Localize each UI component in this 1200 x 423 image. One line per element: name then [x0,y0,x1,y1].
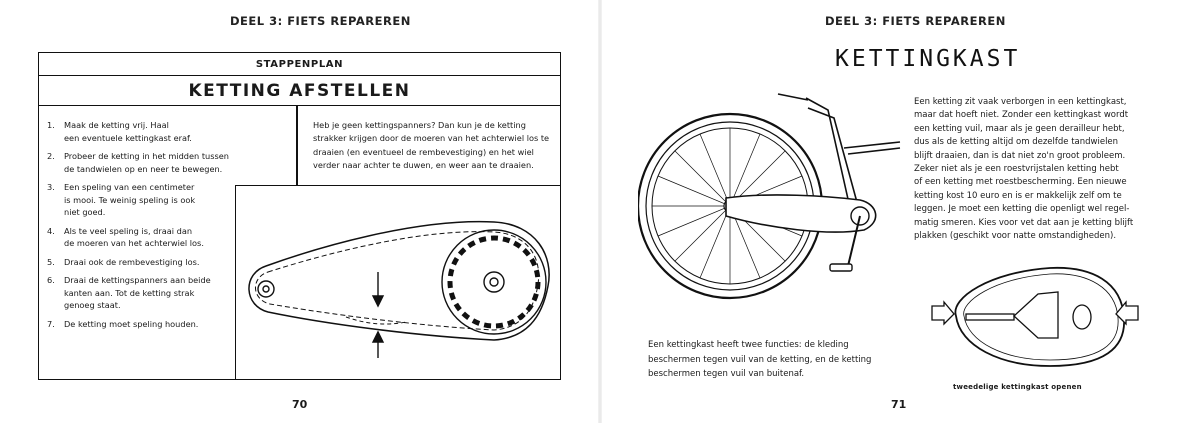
bicycle-illustration [638,88,908,328]
chain-slack-line [346,317,406,324]
bike-frame [778,94,900,208]
body-text: Een ketting zit vaak verborgen in een kettingkast, maar dat hoeft niet. Zonder een kettingkast wordt een ketting vuil, maar als je geen derailleur hebt, dus als de ketting altijd om dezelfde tandwielen blijft draaien, dan is dat niet zo'n groot probleem. Zeker niet als je een roestvrijstalen ketting hebt of een ketting met roestbescherming. Een nieuwe ketting kost 10 euro en is er makkelijk zelf om te leggen. Je moet een ketting die openligt wel regel- matig smeren. Kies voor vet dat aan je ketting blijft plakken (geschikt voor natte omstandigheden). [914,97,1134,242]
chain-case-open-illustration [930,262,1140,378]
step-plan-label: STAPPENPLAN [39,53,560,76]
step-item [47,318,237,331]
step-number: 4. [47,225,55,236]
step-plan-box [38,52,561,380]
step-text: De ketting moet speling houden. [64,318,199,329]
step-item [47,274,237,312]
side-note: Heb je geen kettingspanners? Dan kun je de ketting strakker krijgen door de moeren van het achterwiel los te draaien (en eventueel de rembevestiging) en het wiel verder naar achter te duwen, en weer aan te draaien. [313,120,550,170]
step-text: Een speling van een centimeter is mooi. Te weinig speling is ook niet goed. [64,182,196,217]
step-number: 3. [47,182,55,192]
step-text: Draai de kettingspanners aan beide kanten aan. Tot de ketting strak genoeg staat. [64,275,211,310]
step-text: Probeer de ketting in het midden tussen de tandwielen op en neer te bewegen. [64,151,229,174]
step-item [47,225,237,250]
step-number: 2. [47,151,55,161]
step-number: 6. [47,275,55,285]
chain-sprocket-illustration [236,186,558,378]
running-head-right: DEEL 3: FIETS REPAREREN [825,14,1006,28]
step-text: Als te veel speling is, draai dan de moeren van het achterwiel los. [64,225,204,248]
step-item [47,256,237,269]
case-caption: tweedelige kettingkast openen [953,383,1082,391]
page-number-right: 71 [891,398,907,411]
step-text: Draai ook de rembevestiging los. [64,256,200,267]
arrow-right-icon [932,302,954,324]
step-item [47,119,237,144]
chain-illustration-frame [235,185,560,379]
front-sprocket [442,230,546,334]
step-plan-title: KETTING AFSTELLEN [39,76,560,106]
step-item [47,181,237,219]
running-head-left: DEEL 3: FIETS REPAREREN [230,14,411,28]
arrow-up-icon [373,332,383,358]
page-title: KETTINGKAST [835,46,1021,72]
right-page [600,0,1200,423]
page-number-left: 70 [292,398,308,411]
step-number: 7. [47,318,55,329]
step-list [47,119,237,336]
step-text: Maak de ketting vrij. Haal een eventuele kettingkast eraf. [64,120,192,143]
arrow-down-icon [373,272,383,306]
bicycle-caption: Een kettingkast heeft twee functies: de kleding beschermen tegen vuil van de ketting, en de ketting beschermen tegen vuil van buitenaf. [648,340,872,379]
rear-sprocket [258,281,274,297]
step-number: 5. [47,256,55,267]
step-number: 1. [47,120,55,130]
step-item [47,150,237,175]
